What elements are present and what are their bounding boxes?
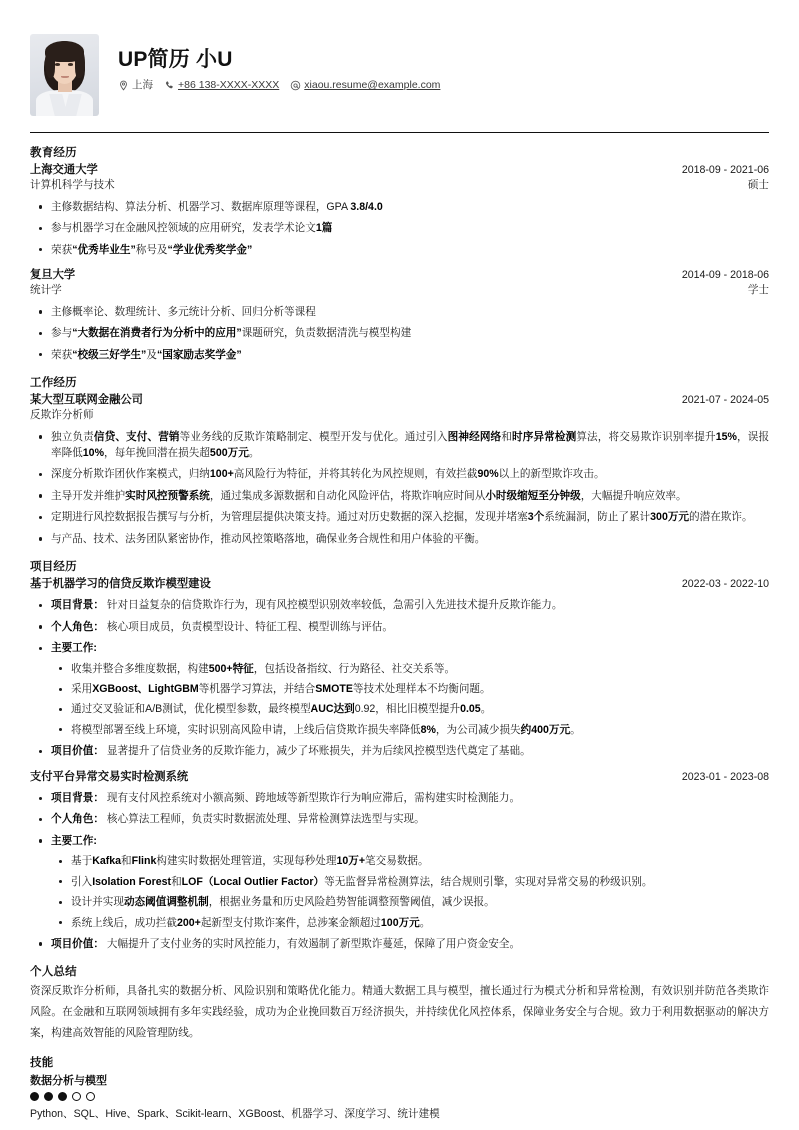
section-projects (30, 558, 769, 952)
project-sub-bullet-list (51, 661, 769, 739)
section-skills (30, 1054, 769, 1123)
section-education (30, 144, 769, 363)
profile-photo (30, 34, 99, 116)
contact-text[interactable]: +86 138-XXXX-XXXX (178, 79, 280, 92)
bullet-item: 定期进行风控数据报告撰写与分析，为管理层提供决策支持。通过对历史数据的深入挖掘，发现并堵塞3个系统漏洞，防止了累计300万元的潜在欺诈。 (30, 509, 769, 525)
education-entry (30, 162, 769, 258)
education-entry (30, 267, 769, 363)
entry-role: 统计学 (30, 284, 62, 297)
bullet-text: 项目背景： 现有支付风控系统对小额高频、跨地域等新型欺诈行为响应滞后，需构建实时检测能力。 (51, 792, 521, 805)
bullet-item: 主导开发并维护实时风控预警系统，通过集成多源数据和自动化风险评估，将欺诈响应时间从小时级缩短至分钟级，大幅提升响应效率。 (30, 488, 769, 504)
photo-mouth (61, 76, 69, 78)
entry-header-line (30, 162, 769, 178)
project-entry-list (30, 576, 769, 952)
contact-item-phone[interactable] (164, 80, 279, 91)
sub-bullet-item: 通过交叉验证和A/B测试，优化模型参数，最终模型AUC达到0.92，相比旧模型提升0.05。 (51, 701, 769, 717)
bullet-item: 参与“大数据在消费者行为分析中的应用”课题研究，负责数据清洗与模型构建 (30, 325, 769, 341)
bullet-item (30, 811, 769, 827)
bullet-item (30, 619, 769, 635)
photo-eye-left (55, 63, 60, 66)
bullet-text: 个人角色： 核心项目成员，负责模型设计、特征工程、模型训练与评估。 (51, 620, 393, 633)
sub-bullet-item: 设计并实现动态阈值调整机制，根据业务量和历史风险趋势智能调整预警阈值，减少误报。 (51, 894, 769, 910)
project-entry (30, 769, 769, 953)
bullet-item (30, 833, 769, 931)
skill-rating-dots (30, 1092, 769, 1101)
skill-group-list (30, 1072, 769, 1123)
rating-dot-filled (58, 1092, 67, 1101)
bullet-item: 参与机器学习在金融风控领域的应用研究，发表学术论文1篇 (30, 220, 769, 236)
header-text-block (118, 34, 440, 91)
section-title-education: 教育经历 (30, 147, 77, 159)
resume-header (30, 34, 769, 122)
bullet-item (30, 640, 769, 738)
section-work (30, 374, 769, 547)
project-header-line (30, 769, 769, 785)
entry-date-range: 2021-07 - 2024-05 (681, 393, 769, 406)
section-title-projects: 项目经历 (30, 561, 77, 574)
entry-role: 反欺诈分析师 (30, 409, 94, 422)
entry-date-range: 2018-09 - 2021-06 (681, 164, 769, 176)
entry-header-line (30, 392, 769, 408)
project-title: 支付平台异常交易实时检测系统 (30, 770, 189, 783)
bullet-text: 主要工作: (51, 642, 97, 655)
sub-bullet-item: 系统上线后，成功拦截200+起新型支付欺诈案件，总涉案金额超过100万元。 (51, 915, 769, 931)
project-title: 基于机器学习的信贷反欺诈模型建设 (30, 578, 211, 591)
entry-organization: 上海交通大学 (30, 164, 98, 176)
bullet-item (30, 597, 769, 613)
sub-bullet-item: 引入Isolation Forest和LOF（Local Outlier Factor）等无监督异常检测算法，结合规则引擎，实现对异常交易的秒级识别。 (51, 874, 769, 890)
project-header-line (30, 576, 769, 592)
work-entry-list (30, 392, 769, 547)
project-date-range: 2022-03 - 2022-10 (681, 578, 769, 591)
sub-bullet-item: 收集并整合多维度数据，构建500+特征，包括设备指纹、行为路径、社交关系等。 (51, 661, 769, 677)
rating-dot-filled (30, 1092, 39, 1101)
section-title-work: 工作经历 (30, 376, 77, 389)
sub-bullet-item: 将模型部署至线上环境，实时识别高风险申请，上线后信贷欺诈损失率降低8%，为公司减少损失约400万元。 (51, 722, 769, 738)
bullet-item: 荣获“校级三好学生”及“国家励志奖学金” (30, 347, 769, 363)
entry-organization: 某大型互联网金融公司 (30, 393, 143, 406)
bullet-text: 项目价值： 显著提升了信贷业务的反欺诈能力，减少了坏账损失，并为后续风控模型迭代奠定了基础。 (51, 745, 531, 758)
bullet-item: 与产品、技术、法务团队紧密协作，推动风控策略落地，确保业务合规性和用户体验的平衡。 (30, 531, 769, 547)
sub-bullet-item: 基于Kafka和Flink构建实时数据处理管道，实现每秒处理10万+笔交易数据。 (51, 853, 769, 869)
entry-subheader-line (30, 408, 769, 423)
section-summary (30, 963, 769, 1043)
work-entry (30, 392, 769, 547)
entry-bullet-list (30, 199, 769, 258)
section-title-skills: 技能 (30, 1057, 54, 1070)
header-divider (30, 132, 769, 133)
at-sign-icon (290, 80, 301, 91)
rating-dot-empty (72, 1092, 81, 1101)
sub-bullet-item: 采用XGBoost、LightGBM等机器学习算法，并结合SMOTE等技术处理样本不均衡问题。 (51, 681, 769, 697)
entry-role: 计算机科学与技术 (30, 179, 115, 192)
phone-icon (164, 80, 175, 91)
summary-text: 资深反欺诈分析师，具备扎实的数据分析、风险识别和策略优化能力。精通大数据工具与模型，擅长通过行为模式分析和异常检测，有效识别并防范各类欺诈风险。在金融和互联网领域拥有多年实践经验，成功为企业挽回数百万经济损失，并持续优化风控体系，保障业务安全与合规。致力于利用数据驱动的解决方案，构建高效智能的风险管理防线。 (30, 985, 769, 1039)
education-entry-list (30, 162, 769, 363)
skill-group-name: 数据分析与模型 (30, 1075, 107, 1088)
bullet-item (30, 936, 769, 952)
contact-row (118, 80, 440, 91)
bullet-item: 主修概率论、数理统计、多元统计分析、回归分析等课程 (30, 304, 769, 320)
contact-text[interactable]: xiaou.resume@example.com (304, 79, 441, 92)
candidate-name: UP简历 小U (118, 48, 233, 71)
entry-degree: 硕士 (747, 179, 769, 192)
bullet-text: 个人角色： 核心算法工程师，负责实时数据流处理、异常检测算法选型与实现。 (51, 813, 425, 826)
photo-eye-right (68, 63, 73, 66)
entry-bullet-list (30, 429, 769, 547)
skill-group (30, 1072, 769, 1123)
rating-dot-empty (86, 1092, 95, 1101)
contact-item-at-sign[interactable] (290, 80, 440, 91)
photo-hair-front (45, 41, 84, 62)
bullet-item: 独立负责信贷、支付、营销等业务线的反欺诈策略制定、模型开发与优化。通过引入图神经网络和时序异常检测算法，将交易欺诈识别率提升15%，误报率降低10%，每年挽回潜在损失超500万元。 (30, 429, 769, 462)
bullet-text: 主要工作: (51, 834, 97, 847)
location-pin-icon (118, 80, 129, 91)
entry-bullet-list (30, 304, 769, 363)
entry-subheader-line (30, 178, 769, 193)
bullet-item: 荣获“优秀毕业生”称号及“学业优秀奖学金” (30, 242, 769, 258)
entry-subheader-line (30, 283, 769, 298)
entry-organization: 复旦大学 (30, 268, 76, 281)
contact-item-location-pin (118, 80, 153, 91)
bullet-item (30, 743, 769, 759)
entry-degree: 学士 (747, 284, 769, 297)
project-sub-bullet-list (51, 853, 769, 931)
project-entry (30, 576, 769, 760)
project-bullet-list (30, 597, 769, 759)
bullet-text: 项目背景： 针对日益复杂的信贷欺诈行为，现有风控模型识别效率较低，急需引入先进技术提升反欺诈能力。 (51, 599, 563, 612)
bullet-text: 项目价值： 大幅提升了支付业务的实时风控能力，有效遏制了新型欺诈蔓延，保障了用户资金安全。 (51, 937, 521, 950)
contact-text: 上海 (132, 79, 153, 92)
bullet-item: 主修数据结构、算法分析、机器学习、数据库原理等课程，GPA 3.8/4.0 (30, 199, 769, 215)
rating-dot-filled (44, 1092, 53, 1101)
project-bullet-list (30, 790, 769, 952)
skill-list-text: Python、SQL、Hive、Spark、Scikit-learn、XGBoost、机器学习、深度学习、统计建模 (30, 1108, 440, 1121)
bullet-item: 深度分析欺诈团伙作案模式，归纳100+高风险行为特征，并将其转化为风控规则，有效拦截90%以上的新型欺诈攻击。 (30, 466, 769, 482)
entry-date-range: 2014-09 - 2018-06 (681, 268, 769, 281)
bullet-item (30, 790, 769, 806)
project-date-range: 2023-01 - 2023-08 (681, 770, 769, 783)
entry-header-line (30, 267, 769, 283)
section-title-summary: 个人总结 (30, 966, 77, 979)
